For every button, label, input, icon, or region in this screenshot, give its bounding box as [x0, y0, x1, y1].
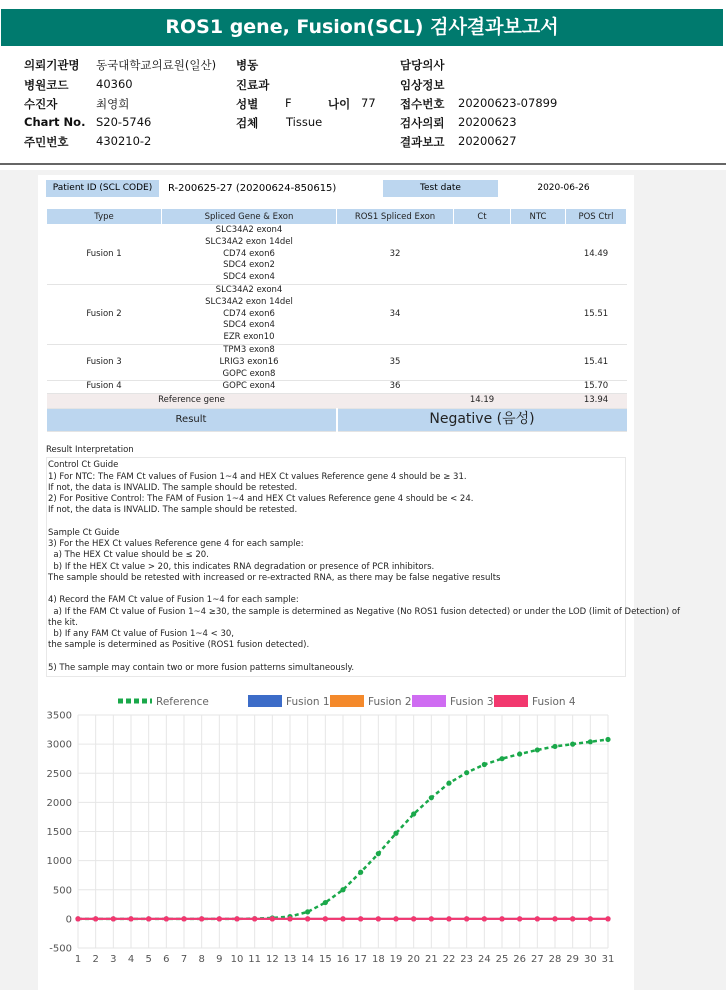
- header-divider: [0, 163, 726, 165]
- cell-ct: [454, 381, 511, 394]
- x-tick-label: 27: [530, 954, 544, 965]
- data-point: [411, 811, 416, 816]
- data-point: [305, 909, 310, 914]
- label-specimen: 검체: [236, 116, 259, 130]
- x-tick-label: 3: [110, 954, 117, 965]
- data-point: [588, 739, 593, 744]
- cell-type: Fusion 2: [47, 284, 162, 344]
- cell-type: Fusion 3: [47, 344, 162, 380]
- test-date-value: 2020-06-26: [537, 183, 590, 193]
- header-row: [24, 77, 714, 95]
- header-row: [24, 57, 714, 75]
- label-hospital-code: 병원코드: [24, 78, 69, 92]
- data-point: [287, 916, 292, 921]
- interpretation-line: a) If the FAM Ct value of Fusion 1~4 ≥30, the sample is determined as Negative (No ROS1 fusion detected) or under the LOD (limit of Detection) of: [48, 606, 681, 617]
- cell-ntc: [511, 381, 566, 394]
- data-point: [429, 795, 434, 800]
- interpretation-line: b) If the HEX Ct value > 20, this indicates RNA degradation or presence of PCR inhibitors.: [48, 561, 435, 572]
- data-point: [482, 916, 487, 921]
- header-row: [24, 134, 714, 152]
- y-tick-label: 500: [52, 885, 72, 897]
- cell-pos: 15.51: [566, 284, 627, 344]
- value-institution: 동국대학교의료원(일산): [96, 58, 217, 72]
- label-receipt-no: 접수번호: [400, 97, 445, 111]
- result-label: Result: [47, 409, 337, 432]
- data-point: [464, 770, 469, 775]
- data-point: [482, 762, 487, 767]
- result-value: Negative (음성): [337, 409, 627, 432]
- x-tick-label: 7: [180, 954, 188, 965]
- x-tick-label: 29: [566, 954, 580, 965]
- data-point: [464, 916, 469, 921]
- interpretation-line: The sample should be retested with increased or re-extracted RNA, as there may be false negative results: [48, 572, 501, 583]
- cell-ct: [454, 344, 511, 380]
- legend-label: Fusion 3: [450, 696, 494, 708]
- patient-id-label: Patient ID (SCL CODE): [46, 180, 159, 197]
- x-tick-label: 12: [265, 954, 279, 965]
- report-title: ROS1 gene, Fusion(SCL) 검사결과보고서: [1, 9, 723, 46]
- data-point: [376, 851, 381, 856]
- label-sex: 성별: [236, 97, 259, 111]
- table-row: [47, 344, 627, 380]
- reference-gene-ntc: [511, 394, 566, 409]
- interpretation-line: If not, the data is INVALID. The sample should be retested.: [48, 482, 298, 493]
- data-point: [323, 916, 328, 921]
- value-report-date: 20200627: [458, 134, 517, 148]
- y-tick-label: 2500: [46, 768, 72, 780]
- x-tick-label: 13: [283, 954, 297, 965]
- cell-exon: 35: [337, 344, 454, 380]
- cell-genes: SLC34A2 exon4 SLC34A2 exon 14del CD74 exon6 SDC4 exon2 SDC4 exon4: [162, 225, 337, 285]
- data-point: [446, 781, 451, 786]
- interpretation-title: Result Interpretation: [46, 445, 134, 455]
- value-age: 77: [361, 96, 376, 110]
- column-header: ROS1 Spliced Exon: [337, 209, 454, 225]
- x-tick-label: 2: [92, 954, 99, 965]
- data-point: [393, 916, 398, 921]
- interpretation-line: 1) For NTC: The FAM Ct values of Fusion 1~4 and HEX Ct values Reference gene 4 should be ≥ 31.: [48, 471, 467, 482]
- data-point: [252, 916, 257, 921]
- interpretation-line: [48, 652, 625, 663]
- data-point: [517, 916, 522, 921]
- result-interpretation: [46, 445, 681, 677]
- result-row: [47, 409, 627, 432]
- value-resident-no: 430210-2: [96, 134, 152, 148]
- x-tick-label: 16: [336, 954, 350, 965]
- data-point: [93, 916, 98, 921]
- data-point: [358, 916, 363, 921]
- table-row: [47, 225, 627, 285]
- data-point: [535, 747, 540, 752]
- y-tick-label: 3500: [46, 710, 72, 722]
- label-department: 진료과: [236, 78, 270, 92]
- label-clinical-info: 임상정보: [400, 78, 445, 92]
- x-tick-label: 6: [163, 954, 170, 965]
- y-tick-label: 3000: [46, 739, 72, 751]
- data-point: [75, 916, 80, 921]
- interpretation-line: If not, the data is INVALID. The sample should be retested.: [48, 505, 298, 516]
- data-point: [305, 916, 310, 921]
- x-tick-label: 20: [407, 954, 421, 965]
- data-point: [446, 916, 451, 921]
- x-tick-label: 4: [127, 954, 135, 965]
- data-point: [411, 916, 416, 921]
- value-receipt-no: 20200623-07899: [458, 96, 558, 110]
- data-point: [588, 916, 593, 921]
- interpretation-line: b) If any FAM Ct value of Fusion 1~4 < 30,: [48, 629, 234, 640]
- x-tick-label: 10: [230, 954, 244, 965]
- pcr-amplification-chart: [40, 690, 620, 970]
- x-tick-label: 9: [216, 954, 223, 965]
- cell-genes: SLC34A2 exon4 SLC34A2 exon 14del CD74 exon6 SDC4 exon4 EZR exon10: [162, 284, 337, 344]
- x-tick-label: 30: [583, 954, 597, 965]
- data-point: [234, 916, 239, 921]
- data-point: [340, 887, 345, 892]
- column-header: NTC: [511, 209, 566, 225]
- data-point: [340, 916, 345, 921]
- cell-type: Fusion 4: [47, 381, 162, 394]
- interpretation-line: the kit.: [48, 617, 78, 628]
- x-tick-label: 28: [548, 954, 562, 965]
- reference-gene-pos: 13.94: [566, 394, 627, 409]
- x-tick-label: 1: [74, 954, 82, 965]
- label-chart-no: Chart No.: [24, 115, 86, 129]
- interpretation-line: 4) Record the FAM Ct value of Fusion 1~4 for each sample:: [48, 595, 299, 606]
- header-row: [24, 115, 714, 133]
- label-resident-no: 주민번호: [24, 135, 69, 149]
- patient-id-row: [46, 180, 626, 197]
- data-point: [499, 916, 504, 921]
- y-tick-label: -500: [49, 943, 72, 955]
- interpretation-line: [48, 584, 625, 595]
- interpretation-line: [48, 517, 625, 528]
- data-point: [376, 916, 381, 921]
- data-point: [199, 916, 204, 921]
- value-sex: F: [285, 96, 292, 110]
- label-doctor: 담당의사: [400, 58, 445, 72]
- cell-ntc: [511, 344, 566, 380]
- label-ward: 병동: [236, 58, 259, 72]
- y-tick-label: 0: [65, 914, 72, 926]
- cell-pos: 14.49: [566, 225, 627, 285]
- data-point: [181, 916, 186, 921]
- cell-type: Fusion 1: [47, 225, 162, 285]
- label-report-date: 결과보고: [400, 135, 445, 149]
- reference-gene-ct: 14.19: [454, 394, 511, 409]
- data-point: [570, 916, 575, 921]
- table-row: [47, 381, 627, 394]
- label-institution: 의뢰기관명: [24, 58, 80, 72]
- value-request-date: 20200623: [458, 115, 517, 129]
- interpretation-line: Sample Ct Guide: [48, 527, 120, 538]
- data-point: [535, 916, 540, 921]
- interpretation-line: 5) The sample may contain two or more fusion patterns simultaneously.: [48, 662, 355, 673]
- label-request-date: 검사의뢰: [400, 116, 445, 130]
- data-point: [111, 916, 116, 921]
- data-point: [570, 742, 575, 747]
- value-specimen: Tissue: [286, 115, 323, 129]
- x-tick-label: 25: [495, 954, 509, 965]
- y-tick-label: 1000: [46, 856, 72, 868]
- x-tick-label: 24: [477, 954, 491, 965]
- y-tick-label: 1500: [46, 827, 72, 838]
- interpretation-line: the sample is determined as Positive (ROS1 fusion detected).: [48, 640, 310, 651]
- data-point: [429, 916, 434, 921]
- x-tick-label: 14: [301, 954, 315, 965]
- cell-genes: TPM3 exon8 LRIG3 exon16 GOPC exon8: [162, 344, 337, 380]
- x-tick-label: 15: [318, 954, 332, 965]
- label-patient: 수진자: [24, 97, 58, 111]
- results-table: [46, 208, 627, 432]
- data-point: [552, 916, 557, 921]
- column-header: Type: [47, 209, 162, 225]
- legend-label: Fusion 4: [532, 696, 576, 708]
- column-header: Spliced Gene & Exon: [162, 209, 337, 225]
- data-point: [605, 737, 610, 742]
- cell-genes: GOPC exon4: [162, 381, 337, 394]
- cell-exon: 34: [337, 284, 454, 344]
- column-header: POS Ctrl: [566, 209, 627, 225]
- interpretation-line: 2) For Positive Control: The FAM of Fusion 1~4 and HEX Ct values Reference gene 4 should be < 24.: [48, 494, 474, 505]
- x-tick-label: 22: [442, 954, 456, 965]
- x-tick-label: 5: [145, 954, 152, 965]
- interpretation-line: a) The HEX Ct value should be ≤ 20.: [48, 550, 209, 561]
- x-tick-label: 19: [389, 954, 403, 965]
- interpretation-box: [46, 457, 681, 677]
- value-hospital-code: 40360: [96, 77, 133, 91]
- legend-label: Fusion 1: [286, 696, 330, 708]
- reference-gene-exon: [337, 394, 454, 409]
- cell-ntc: [511, 284, 566, 344]
- cell-ct: [454, 284, 511, 344]
- cell-ct: [454, 225, 511, 285]
- legend-swatch: [330, 695, 364, 707]
- cell-ntc: [511, 225, 566, 285]
- interpretation-line: 3) For the HEX Ct values Reference gene 4 for each sample:: [48, 539, 304, 550]
- data-point: [605, 916, 610, 921]
- data-point: [517, 751, 522, 756]
- header-row: [24, 96, 714, 114]
- cell-exon: 36: [337, 381, 454, 394]
- data-point: [128, 916, 133, 921]
- table-row: [47, 284, 627, 344]
- reference-gene-label: Reference gene: [47, 394, 337, 409]
- value-chart-no: S20-5746: [96, 115, 152, 129]
- data-point: [323, 900, 328, 905]
- x-tick-label: 18: [371, 954, 385, 965]
- legend-label: Reference: [156, 696, 209, 708]
- data-point: [146, 916, 151, 921]
- legend-swatch: [494, 695, 528, 707]
- label-age: 나이: [328, 97, 351, 111]
- legend-swatch: [248, 695, 282, 707]
- reference-gene-row: [47, 394, 627, 409]
- x-tick-label: 26: [513, 954, 527, 965]
- data-point: [358, 870, 363, 875]
- data-point: [552, 744, 557, 749]
- x-tick-label: 23: [460, 954, 474, 965]
- data-point: [393, 831, 398, 836]
- x-tick-label: 17: [354, 954, 368, 965]
- x-tick-label: 11: [248, 954, 262, 965]
- data-point: [164, 916, 169, 921]
- column-header: Ct: [454, 209, 511, 225]
- data-point: [217, 916, 222, 921]
- cell-exon: 32: [337, 225, 454, 285]
- x-tick-label: 8: [198, 954, 205, 965]
- cell-pos: 15.70: [566, 381, 627, 394]
- y-tick-label: 2000: [46, 797, 72, 809]
- legend-label: Fusion 2: [368, 696, 412, 708]
- interpretation-line: Control Ct Guide: [48, 460, 119, 471]
- test-date-label: Test date: [383, 180, 498, 197]
- data-point: [499, 756, 504, 761]
- patient-id-value: R-200625-27 (20200624-850615): [168, 183, 337, 194]
- cell-pos: 15.41: [566, 344, 627, 380]
- x-tick-label: 31: [601, 954, 615, 965]
- legend-swatch: [412, 695, 446, 707]
- table-header-row: [47, 209, 627, 225]
- data-point: [270, 916, 275, 921]
- value-patient: 최영희: [96, 97, 130, 111]
- x-tick-label: 21: [424, 954, 438, 965]
